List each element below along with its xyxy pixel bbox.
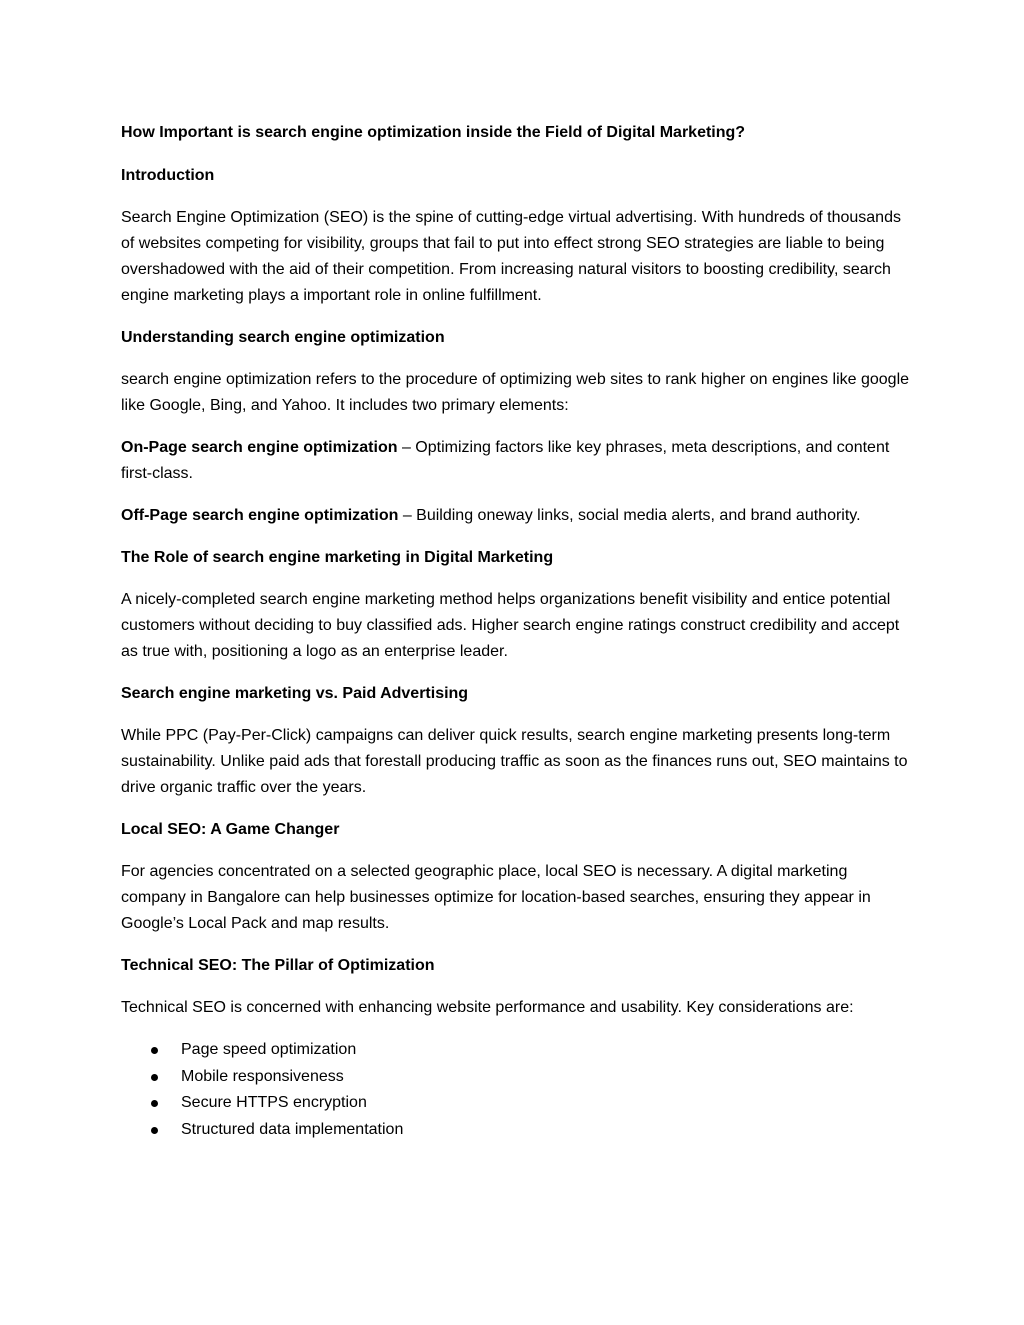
- offpage-text: – Building oneway links, social media alerts, and brand authority.: [398, 507, 861, 524]
- section-heading-technical: Technical SEO: The Pillar of Optimization: [121, 957, 435, 974]
- role-paragraph: A nicely-completed search engine marketing method helps organizations benefit visibility and entice potential customers without deciding to buy classified ads. Higher search engine ratings construct credibility and accept as true with, positioning a logo as an enterprise leader.: [121, 591, 900, 660]
- offpage-paragraph: [121, 503, 911, 529]
- technical-bullet-list: [121, 1037, 911, 1143]
- understanding-paragraph: search engine optimization refers to the procedure of optimizing web sites to rank higher on engines like google like Google, Bing, and Yahoo. It includes two primary elements:: [121, 371, 910, 414]
- intro-paragraph: Search Engine Optimization (SEO) is the spine of cutting-edge virtual advertising. With hundreds of thousands of websites competing for visibility, groups that fail to put into effect strong SEO strategies are liable to being overshadowed with the aid of their competition. From increasing natural visitors to boosting credibility, search engine marketing plays a important role in online fulfillment.: [121, 209, 901, 304]
- list-item-text: Mobile responsiveness: [181, 1067, 344, 1085]
- section-heading-paid: Search engine marketing vs. Paid Advertising: [121, 685, 469, 702]
- onpage-paragraph: [121, 435, 911, 487]
- paid-paragraph: While PPC (Pay-Per-Click) campaigns can deliver quick results, search engine marketing presents long-term sustainability. Unlike paid ads that forestall producing traffic as soon as the finances runs out, SEO maintains to drive organic traffic over the years.: [121, 727, 908, 796]
- section-heading-understanding: Understanding search engine optimization: [121, 329, 445, 346]
- bullet-icon: [151, 1127, 158, 1134]
- list-item: [121, 1064, 911, 1091]
- onpage-label: On-Page search engine optimization: [121, 439, 398, 456]
- list-item: [121, 1090, 911, 1117]
- offpage-label: Off-Page search engine optimization: [121, 507, 399, 524]
- section-heading-role: The Role of search engine marketing in Digital Marketing: [121, 549, 554, 566]
- document-title: How Important is search engine optimization inside the Field of Digital Marketing?: [121, 124, 746, 141]
- list-item-text: Structured data implementation: [181, 1120, 404, 1138]
- section-heading-local: Local SEO: A Game Changer: [121, 821, 340, 838]
- bullet-icon: [151, 1074, 158, 1081]
- local-paragraph: For agencies concentrated on a selected geographic place, local SEO is necessary. A digital marketing company in Bangalore can help businesses optimize for location-based searches, ensuring they appear in Google’s Local Pack and map results.: [121, 863, 871, 932]
- list-item-text: Page speed optimization: [181, 1041, 357, 1058]
- onpage-text: – Optimizing factors like key phrases, meta descriptions, and content first-class.: [121, 439, 890, 482]
- list-item: [121, 1037, 911, 1064]
- list-item-text: Secure HTTPS encryption: [181, 1094, 367, 1111]
- list-item: [121, 1117, 911, 1144]
- bullet-icon: [151, 1047, 158, 1054]
- document-page: [121, 120, 911, 1143]
- technical-paragraph: Technical SEO is concerned with enhancing website performance and usability. Key considerations are:: [121, 999, 854, 1016]
- section-heading-introduction: Introduction: [121, 167, 215, 184]
- bullet-icon: [151, 1100, 158, 1107]
